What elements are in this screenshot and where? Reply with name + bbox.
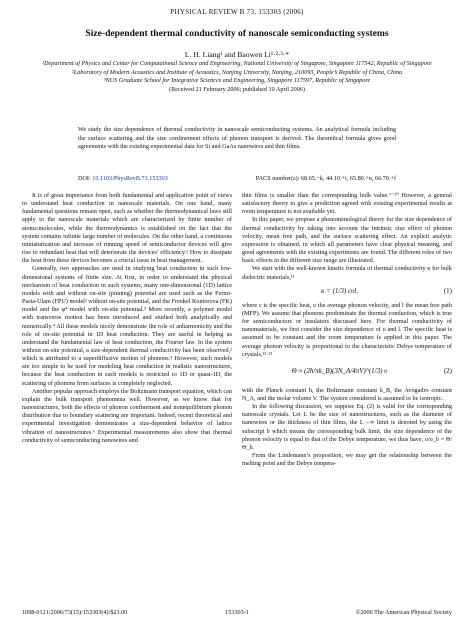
equation-1-expression: κ = (1/3) cυl,	[321, 286, 358, 295]
doi-link[interactable]: 10.1103/PhysRevB.73.153303	[92, 175, 168, 182]
body-paragraph: Generally, two approaches are used in studying heat conduction in such low-dimensional systems of finite size. At first, in order to understand the physical mechanism of heat conduction in such systems, many one-dimensional (1D) lattice models with and without on-site (pinning) potential are used such as the Fermi-Pasta-Ulam (FPU) model² without on-site potential, and the Frenkel Kontorova (FK) model and the φ⁴ model with on-site potential.³ More recently, a polymer model with transverse motion has been introduced and studied both analytically and numerically.⁴ All these models nicely demonstrate the role of anharmonicity and the role of on-site potential in 1D heat conduction. They are useful in helping us understand the fundamental law of heat conduction, the Fourier law. In the system without on-site potential, a size-dependent thermal conductivity has been observed,² which is attributed to a superdiffusive motion of phonons.⁵ However, such models are too simple to be used for modeling heat conduction in realistic nanostructures, because the heat conduction in such models is restricted to 1D or quasi-1D, the scattering of phonons from surfaces is completely neglected.	[22, 265, 232, 387]
doi-label: DOI:	[78, 175, 91, 182]
body-paragraph: In this paper, we propose a phenomenological theory for the size dependence of thermal conductivity by taking into account the intrinsic size effect of phonon velocity, mean free path, and the surface scattering effect. An explicit analytic expression is obtained, in which all parameters have clear physical meaning, and good agreements with the existing experiments are found. The different roles of two basic effects in the different size range are illustrated.	[242, 216, 452, 265]
affiliation-1: ¹Department of Physics and Center for Computational Science and Engineering, National University of Singapore, Singapore 117542, Republic of Singapore	[42, 60, 432, 67]
body-paragraph: We start with the well-known kinetic formula of thermal conductivity κ for bulk dielectric materials,¹¹	[242, 265, 452, 281]
doi-pacs-line	[78, 175, 396, 184]
abstract: We study the size dependence of thermal conductivity in nanoscale semiconducting systems. An analytical formula including the surface scattering and the size confinement effects of phonon transport is derived. The theoretical formula gives good agreements with the existing experimental data for Si and GaAs nanowires and thin films.	[78, 126, 396, 151]
body-paragraph: with the Planck constant ħ, the Boltzmann constant k_B, the Avogadro constant N_A, and the molar volume V. The system considered is assumed to be isotropic.	[242, 386, 452, 402]
received-dates: (Received 21 February 2006; published 10 April 2006)	[169, 85, 305, 93]
authors: L. H. Liang¹ and Baowen Li¹·²·³·*	[184, 50, 290, 59]
left-column	[22, 192, 232, 445]
footer-page-number: 153303-1	[225, 609, 249, 616]
equation-1	[242, 282, 452, 302]
affiliation-3: ³NUS Graduate School for Integrative Sciences and Engineering, Singapore 117597, Republic of Singapore	[103, 77, 371, 85]
pacs-numbers: PACS number(s): 68.65.−k, 44.10.+i, 65.80.+n, 66.70.+f	[255, 175, 396, 182]
equation-2-number: (2)	[443, 366, 452, 375]
equation-2	[242, 359, 452, 387]
body-paragraph: Another popular approach employs the Boltzmann transport equation, which can explain the bulk transport phenomena well. However, as we know that for nanostructures, both the effects of phonon confinement and nonequilibrium phonon distribution due to boundary scattering are important. Indeed, recent theoretical and experimental investigation demonstrates a size-dependent behavior of lattice vibration of nanostructures.⁶ Experimental measurements also show that thermal conductivity of semiconducting nanowires and	[22, 387, 233, 444]
body-paragraph: where c is the specific heat, υ the average phonon velocity, and l the mean free path (MFP). We assume that phonons predominate the thermal conduction, which is true for semiconductors or insulators discussed here. For thermal conductivity of nanomaterials, we first consider the size dependence of υ and l. The specific heat is assumed to be constant and the room temperature is applied in this paper. The average phonon velocity is proportional to the characteristic Debye temperature of crystals,¹²·¹³	[242, 301, 452, 358]
affiliation-2: ²Laboratory of Modern Acoustics and Institute of Acoustics, Nanjing University, Nanjing, 210093, People’s Republic of China, China	[71, 68, 403, 76]
affiliations	[40, 60, 434, 94]
body-paragraph: It is of great importance from both fundamental and application point of views to understand heat conduction in nanoscale materials. On one hand, many fundamental questions remain open, such as whether the thermodynamical laws still apply to the nanoscale materials which are characterized by finite number of atoms/molecules, while the thermodynamics is established on the fact that the system contains infinite large number of molecules. On the other hand, a continuous miniaturization and increase of running speed of semiconductor devices will give rise to redundant heat that will deteriorate the devices’ efficiency.¹ How to dissipate the heat from these devices becomes a crucial issue in heat management.	[22, 192, 232, 265]
footer-copyright: ©2006 The American Physical Society	[355, 609, 452, 616]
body-paragraph: From the Lindemann’s proposition, we may get the relationship between the melting point and the Debye tempera-	[242, 452, 452, 468]
equation-1-number: (1)	[443, 286, 452, 295]
footer-issn: 1098-0121/2006/73(15)/153303(4)/$23.00	[22, 609, 128, 616]
right-column	[242, 192, 452, 468]
equation-2-expression: Θ ≈ (2ħ/πk_B)(3N_A/4πV)^(1/3) υ	[291, 366, 388, 375]
paper-title: Size-dependent thermal conductivity of nanoscale semiconducting systems	[85, 28, 389, 39]
running-header: PHYSICAL REVIEW B 73, 153303 (2006)	[170, 8, 304, 16]
body-paragraph: thin films is smaller than the corresponding bulk value.⁷⁻¹⁰ However, a general satisfactory theory to give a prediction agreed with existing experimental results at room temperature is not available yet.	[242, 192, 452, 216]
body-paragraph: In the following discussion, we suppose Eq. (2) is valid for the corresponding nanoscale crystals. Let L be the size of nanostructures, such as the diameter of nanowires or the thickness of thin films, the L→∞ limit is denoted by using the subscript b which means the corresponding bulk limit, the size dependence of the phonon velocity is equal to that of the Debye temperature, we thus have, υ/υ_b = Θ/Θ_b.	[242, 403, 452, 451]
